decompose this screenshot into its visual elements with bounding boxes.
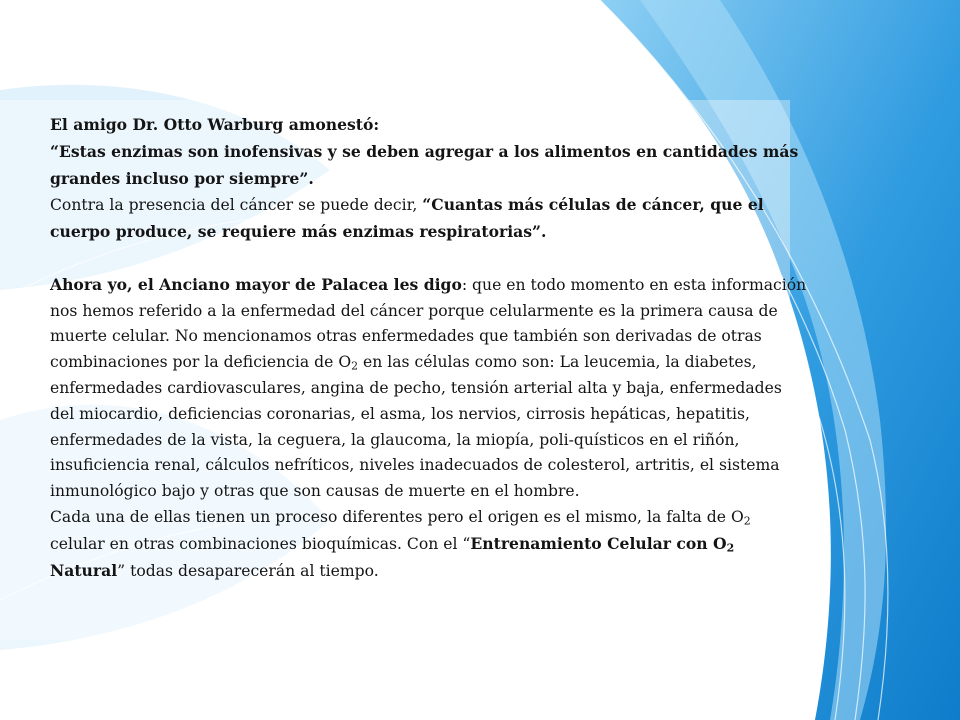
training-name-2: Natural [50, 560, 118, 580]
cancer-quote: Cuantas más células de cáncer, que el cuerpo produce, se requiere más enzimas respiratorias [50, 195, 764, 242]
paragraph-cancer [50, 192, 810, 246]
o2-subscript: 2 [743, 514, 751, 528]
paragraph-warburg [50, 112, 810, 192]
o2-subscript: 2 [351, 359, 359, 373]
o2-subscript: 2 [726, 541, 735, 555]
anciano-text-1: : que en todo momento en esta información nos hemos referido a la enfermedad del cáncer porque celularmente es la primera causa de muerte celular. No mencionamos otras enfermedades que también son derivadas de otras combinaciones por la deficiencia de O [50, 275, 807, 372]
quote-close: ”. [299, 168, 314, 188]
conclusion-text-3: ” todas desaparecerán al tiempo. [117, 561, 379, 580]
warburg-heading: El amigo Dr. Otto Warburg amonestó: [50, 115, 380, 134]
training-name-1: Entrenamiento Celular con O [470, 533, 727, 553]
quote-open: “ [50, 141, 59, 161]
warburg-quote: Estas enzimas son inofensivas y se deben agregar a los alimentos en cantidades más grandes incluso por siempre [50, 141, 799, 188]
cancer-intro: Contra la presencia del cáncer se puede decir, [50, 196, 423, 215]
paragraph-anciano [50, 272, 810, 505]
slide-body [50, 112, 810, 584]
quote-close: ”. [532, 222, 547, 242]
quote-open: “ [422, 195, 432, 215]
conclusion-text-1: Cada una de ellas tienen un proceso diferentes pero el origen es el mismo, la falta de O [50, 507, 744, 526]
conclusion-text-2: celular en otras combinaciones bioquímicas. Con el “ [50, 534, 471, 553]
anciano-text-2: en las células como son: La leucemia, la diabetes, enfermedades cardiovasculares, angina de pecho, tensión arterial alta y baja, enfermedades del miocardio, deficiencias coronarias, el asma, los nervios, cirrosis hepáticas, hepatitis, enfermedades de la vista, la ceguera, la glaucoma, la miopía, poli-quísticos en el riñón, insuficiencia renal, cálculos nefríticos, niveles inadecuados de colesterol, artritis, el sistema inmunológico bajo y otras que son causas de muerte en el hombre. [50, 353, 782, 501]
paragraph-spacer [50, 246, 810, 272]
anciano-lead: Ahora yo, el Anciano mayor de Palacea les digo [50, 274, 462, 294]
paragraph-conclusion [50, 505, 810, 584]
